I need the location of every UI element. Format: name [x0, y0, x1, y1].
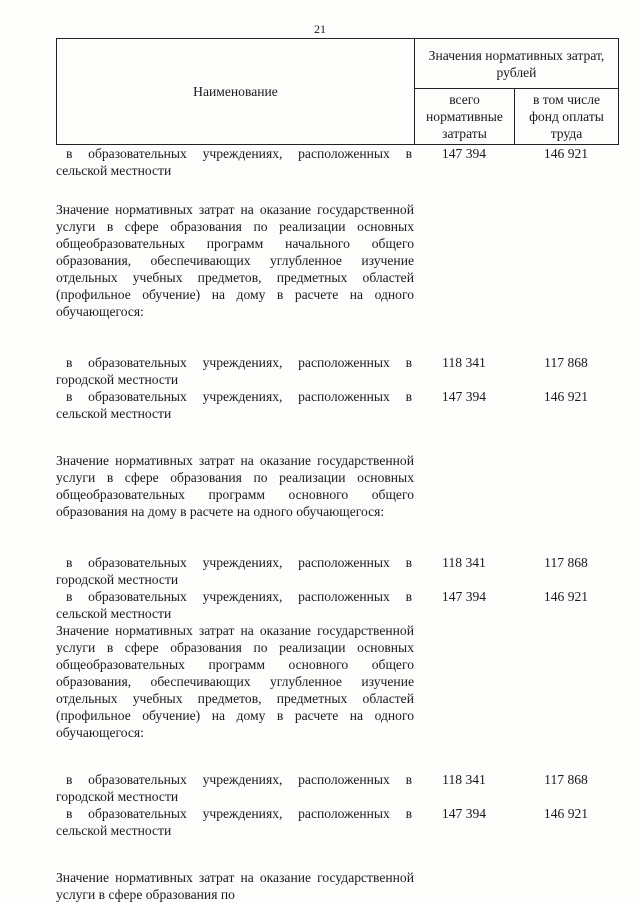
cost-table — [56, 38, 618, 903]
row-payroll: 117 868 — [544, 355, 588, 370]
table-header — [56, 38, 619, 145]
row-total: 147 394 — [441, 146, 487, 161]
row-name: в образовательных учреждениях, расположенных в сельской местности — [56, 146, 412, 178]
row-name: в образовательных учреждениях, расположенных в сельской местности — [56, 589, 412, 621]
column-header-name: Наименование — [57, 39, 415, 145]
row-total: 147 394 — [441, 806, 487, 821]
table-row — [56, 554, 618, 588]
row-total: 118 341 — [442, 772, 486, 787]
row-total: 147 394 — [441, 389, 487, 404]
table-row — [56, 805, 618, 839]
row-payroll: 146 921 — [543, 806, 589, 821]
row-payroll: 146 921 — [543, 146, 589, 161]
row-payroll: 146 921 — [543, 389, 589, 404]
table-row — [56, 354, 618, 388]
column-header-payroll: в том числе фонд оплаты труда — [515, 89, 619, 145]
row-name: в образовательных учреждениях, расположенных в городской местности — [56, 555, 412, 587]
table-row — [56, 771, 618, 805]
row-total: 147 394 — [441, 589, 487, 604]
section-description: Значение нормативных затрат на оказание государственной услуги в сфере образования по реализации основных общеобразовательных программ основного общего образования на дому в расчете на одного обучающегося: — [56, 453, 414, 519]
table-row — [56, 588, 618, 622]
row-name: в образовательных учреждениях, расположенных в сельской местности — [56, 389, 412, 421]
row-total: 118 341 — [442, 355, 486, 370]
section-description: Значение нормативных затрат на оказание государственной услуги в сфере образования по — [56, 870, 414, 902]
row-name: в образовательных учреждениях, расположенных в сельской местности — [56, 806, 412, 838]
row-payroll: 117 868 — [544, 772, 588, 787]
page-number: 21 — [314, 22, 326, 36]
column-header-values-group: Значения нормативных затрат, рублей — [415, 39, 619, 89]
section-description: Значение нормативных затрат на оказание государственной услуги в сфере образования по реализации основных общеобразовательных программ основного общего образования, обеспечивающих углубленное изучение отдельных учебных предметов, предметных областей (профильное обучение) на дому в расчете на одного обучающегося: — [56, 623, 414, 740]
table-row — [56, 388, 618, 422]
row-total: 118 341 — [442, 555, 486, 570]
table-row — [56, 145, 618, 179]
section-description: Значение нормативных затрат на оказание государственной услуги в сфере образования по реализации основных общеобразовательных программ начального общего образования, обеспечивающих углубленное изучение отдельных учебных предметов, предметных областей (профильное обучение) на дому в расчете на одного обучающегося: — [56, 202, 414, 319]
column-header-total: всего нормативные затраты — [415, 89, 515, 145]
row-name: в образовательных учреждениях, расположенных в городской местности — [56, 355, 412, 387]
row-payroll: 117 868 — [544, 555, 588, 570]
row-payroll: 146 921 — [543, 589, 589, 604]
row-name: в образовательных учреждениях, расположенных в городской местности — [56, 772, 412, 804]
